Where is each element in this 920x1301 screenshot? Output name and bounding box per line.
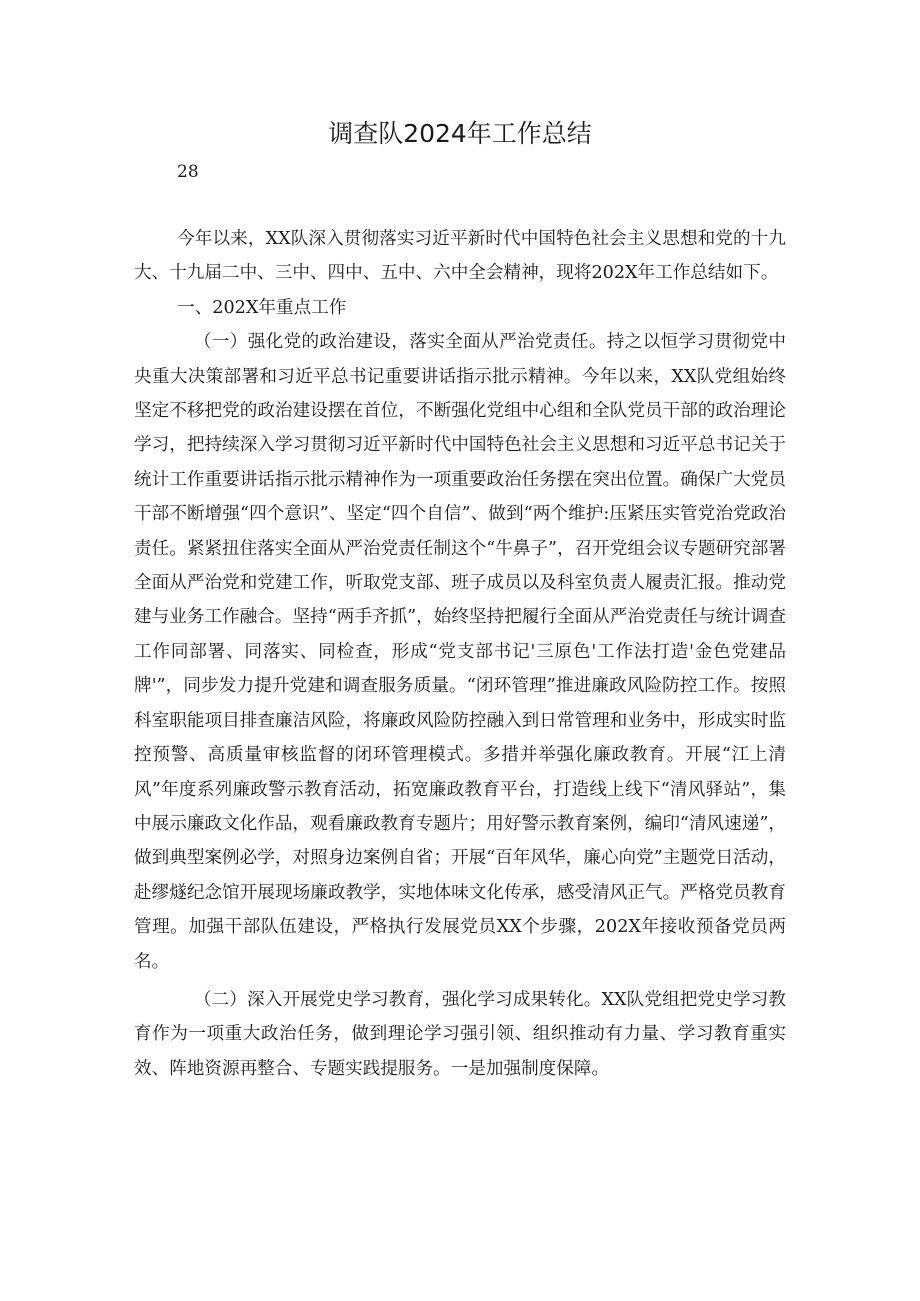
- paragraph-section-2: （二）深入开展党史学习教育，强化学习成果转化。XX队党组把党史学习教育作为一项重大政治任务，做到理论学习强引领、组织推动有力量、学习教育重实效、阵地资源再整合、专题实践提服务。一是加强制度保障。: [134, 989, 786, 1079]
- paragraph-section-1: （一）强化党的政治建设，落实全面从严治党责任。持之以恒学习贯彻党中央重大决策部署和习近平总书记重要讲话指示批示精神。今年以来，XX队党组始终坚定不移把党的政治建设摆在首位，不断强化党组中心组和全队党员干部的政治理论学习，把持续深入学习贯彻习近平新时代中国特色社会主义思想和习近平总书记关于统计工作重要讲话指示批示精神作为一项重要政治任务摆在突出位置。确保广大党员干部不断增强“四个意识”、坚定“四个自信”、做到“两个维护:压紧压实管党治党政治责任。紧紧扭住落实全面从严治党责任制这个“牛鼻子”，召开党组会议专题研究部署全面从严治党和党建工作，听取党支部、班子成员以及科室负责人履责汇报。推动党建与业务工作融合。坚持“两手齐抓”，始终坚持把履行全面从严治党责任与统计调查工作同部署、同落实、同检查，形成“党支部书记'三原色'工作法打造'金色党建品牌'”，同步发力提升党建和调查服务质量。“闭环管理”推进廉政风险防控工作。按照科室职能项目排查廉洁风险，将廉政风险防控融入到日常管理和业务中，形成实时监控预警、高质量审核监督的闭环管理模式。多措并举强化廉政教育。开展“江上清风”年度系列廉政警示教育活动，拓宽廉政教育平台，打造线上线下“清风驿站”，集中展示廉政文化作品，观看廉政教育专题片；用好警示教育案例，编印“清风速递”，做到典型案例必学，对照身边案例自省；开展“百年风华，廉心向党”主题党日活动，赴缪燧纪念馆开展现场廉政教学，实地体味文化传承，感受清风正气。严格党员教育管理。加强干部队伍建设，严格执行发展党员XX个步骤，202X年接收预备党员两名。: [134, 332, 786, 972]
- document-title: 调查队2024年工作总结: [328, 119, 592, 148]
- section-heading: 一、202X年重点工作: [177, 297, 347, 318]
- page-number: 28: [177, 162, 199, 182]
- document-body: [134, 222, 786, 1086]
- paragraph-intro: 今年以来，XX队深入贯彻落实习近平新时代中国特色社会主义思想和党的十九大、十九届二中、三中、四中、五中、六中全会精神，现将202X年工作总结如下。: [134, 229, 786, 284]
